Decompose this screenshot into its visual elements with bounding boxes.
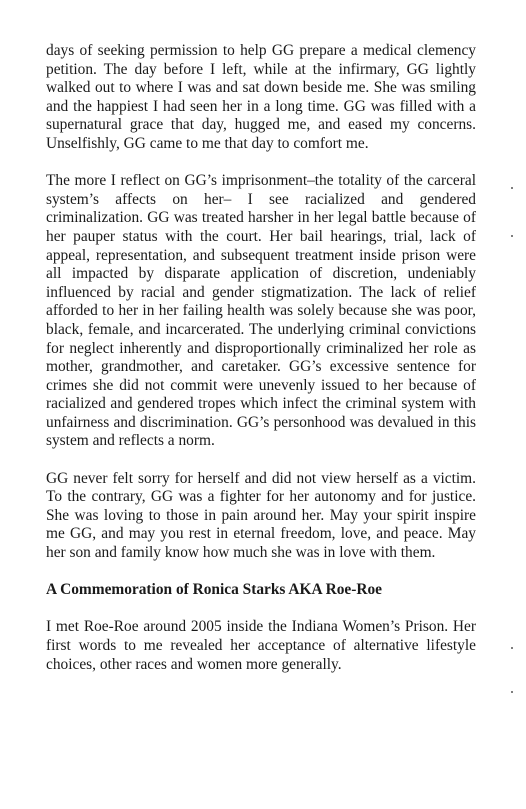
paragraph-infirmary-visit: days of seeking permission to help GG prepare a medical clemency petition. The day before I left, while at the infirmary, GG lightly walked out to where I was and sat down beside me. She was smiling and the happiest I had seen her in a long time. GG was filled with a supernatural grace that day, hugged me, and eased my concerns. Unselfishly, GG came to me that day to comfort me.: [46, 42, 476, 152]
section-heading: A Commemoration of Ronica Starks AKA Roe-Roe: [46, 581, 382, 599]
scan-speck: [511, 235, 513, 237]
scan-speck: [511, 647, 513, 649]
paragraph-carceral-reflection: The more I reflect on GG’s imprisonment–the totality of the carceral system’s affects on her– I see racialized and gendered criminalization. GG was treated harsher in her legal battle because of her pauper status with the court. Her bail hearings, trial, lack of appeal, representation, and subsequent treatment inside prison were all impacted by disparate application of discretion, undeniably influenced by racial and gender stigmatization. The lack of relief afforded to her in her failing health was solely because she was poor, black, female, and incarcerated. The underlying criminal convictions for neglect inherently and disproportionally criminalized her role as mother, grandmother, and caretaker. GG’s excessive sentence for crimes she did not commit were unevenly issued to her because of racialized and gendered tropes which infect the criminal system with unfairness and discrimination. GG’s personhood was devalued in this system and reflects a norm.: [46, 172, 476, 450]
scan-speck: [511, 691, 513, 693]
paragraph-roe-roe-intro: I met Roe-Roe around 2005 inside the Indiana Women’s Prison. Her first words to me revealed her acceptance of alternative lifestyle choices, other races and women more generally.: [46, 618, 476, 673]
paragraph-gg-fighter: GG never felt sorry for herself and did not view herself as a victim. To the contrary, GG was a fighter for her autonomy and for justice. She was loving to those in pain around her. May your spirit inspire me GG, and may you rest in eternal freedom, love, and peace. May her son and family know how much she was in love with them.: [46, 469, 476, 562]
scan-speck: [511, 187, 513, 189]
document-page: [46, 42, 476, 693]
